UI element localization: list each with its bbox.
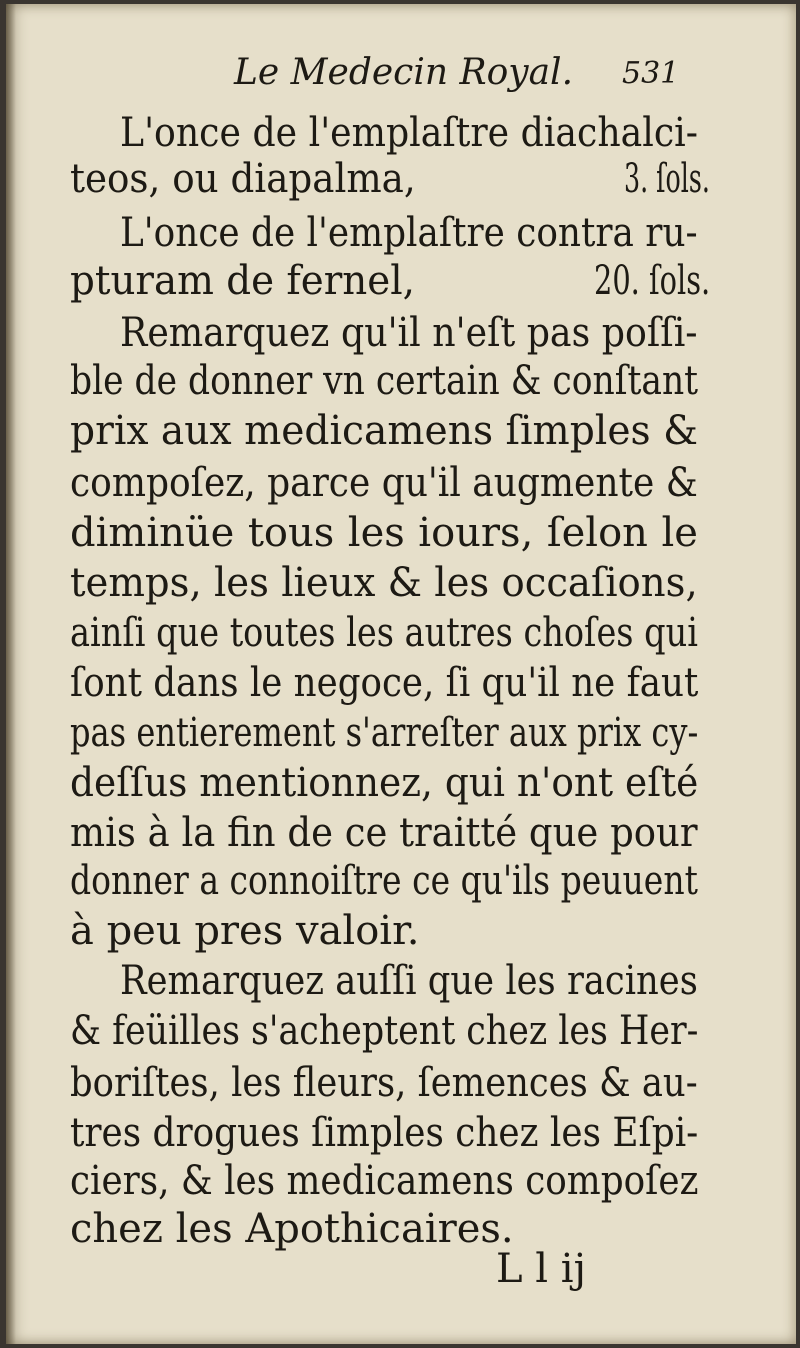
text-line: prix aux medicamens ſimples & <box>70 408 698 454</box>
entry-line: teos, ou diapalma, <box>70 156 416 202</box>
text-line: chez les Apothicaires. <box>70 1206 514 1252</box>
book-page <box>6 4 796 1344</box>
text-line: donner a connoiſtre ce qu'ils peuuent <box>70 858 698 904</box>
text-line: mis à la fin de ce traitté que pour <box>70 810 698 856</box>
page-header <box>226 52 800 102</box>
text-line: diminüe tous les iours, ſelon le <box>70 510 698 556</box>
running-title: Le Medecin Royal. <box>234 52 574 93</box>
text-line: Remarquez auſſi que les racines <box>120 958 698 1004</box>
text-line: à peu pres valoir. <box>70 908 420 954</box>
text-line: deſſus mentionnez, qui n'ont eſté <box>70 760 699 806</box>
page-number: 531 <box>622 56 680 91</box>
text-line: boriſtes, les fleurs, ſemences & au- <box>70 1060 698 1106</box>
text-line: ainſi que toutes les autres choſes qui <box>70 610 698 656</box>
entry-line: pturam de fernel, <box>70 258 415 304</box>
text-line: pas entierement s'arreſter aux prix cy- <box>70 710 699 756</box>
text-line: & feüilles s'acheptent chez les Her- <box>70 1008 699 1054</box>
entry-line: L'once de l'emplaſtre diachalci- <box>120 110 698 156</box>
text-line: ciers, & les medicamens compoſez <box>70 1158 699 1204</box>
text-line: tres drogues ſimples chez les Eſpi- <box>70 1110 699 1156</box>
text-line: ſont dans le negoce, ſi qu'il ne faut <box>70 660 699 706</box>
text-line: ble de donner vn certain & conſtant <box>70 358 699 404</box>
signature-mark: L l ij <box>496 1246 586 1292</box>
entry-amount: 3. ſols. <box>624 156 710 202</box>
entry-line: L'once de l'emplaſtre contra ru- <box>120 210 698 256</box>
text-line: temps, les lieux & les occaſions, <box>70 560 698 606</box>
text-line: Remarquez qu'il n'eſt pas poſſi- <box>120 310 698 356</box>
text-line: compoſez, parce qu'il augmente & <box>70 460 698 506</box>
entry-amount: 20. ſols. <box>594 258 711 304</box>
